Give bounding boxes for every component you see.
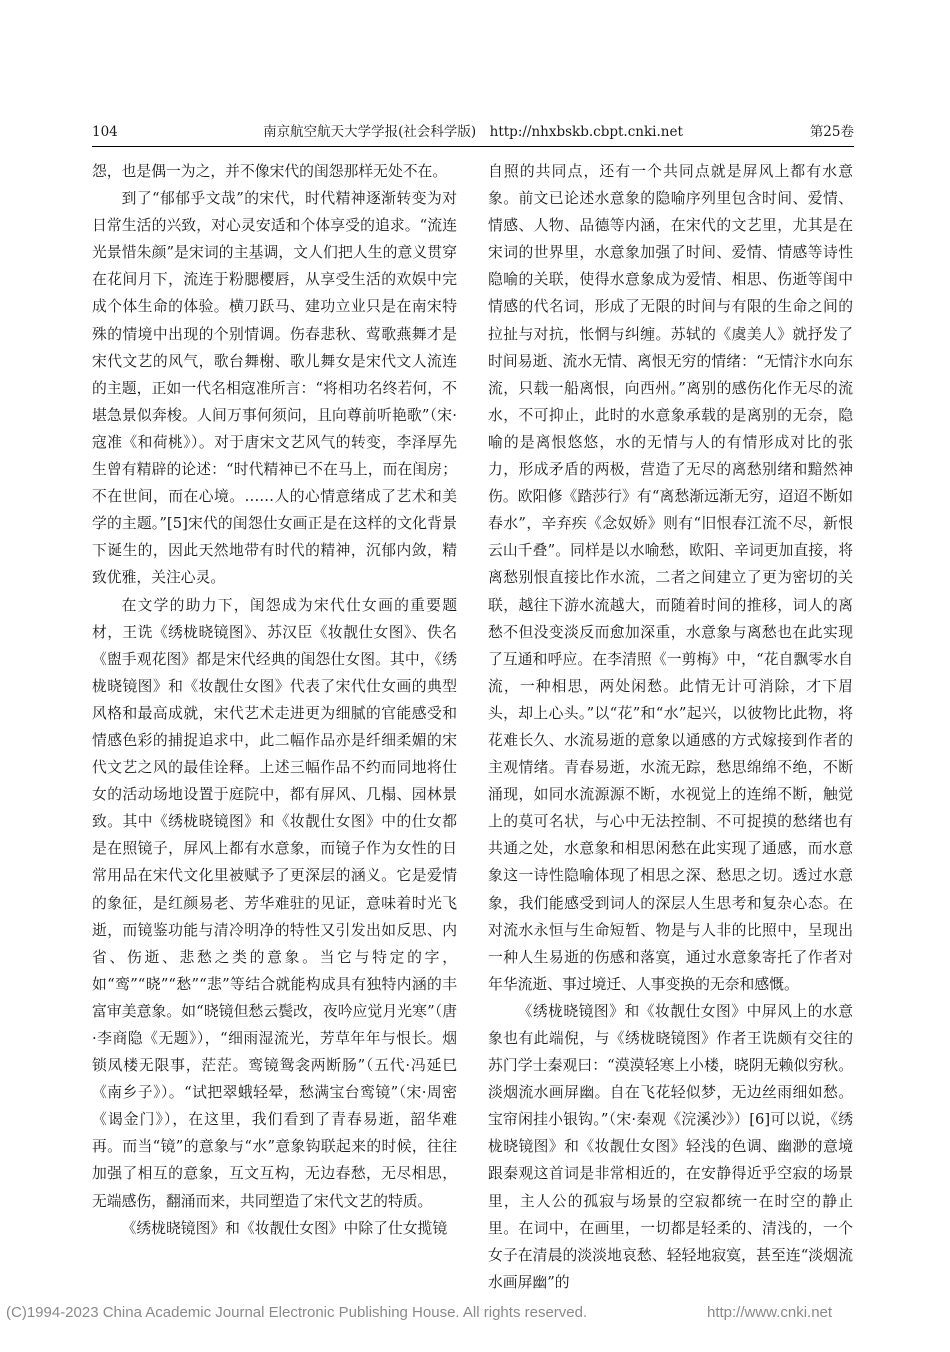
paragraph: 在文学的助力下，闺怨成为宋代仕女画的重要题材，王诜《绣栊晓镜图》、苏汉臣《妆靓仕女图》、佚名《盥手观花图》都是宋代经典的闺怨仕女图。其中，《绣栊晓镜图》和《妆靓仕女图》代表了宋代仕女画的典型风格和最高成就，宋代艺术走进更为细腻的官能感受和情感色彩的捕捉追求中，此二幅作品亦是纤细柔媚的宋代文艺之风的最佳诠释。上述三幅作品不约而同地将仕女的活动场地设置于庭院中，都有屏风、几榻、园林景致。其中《绣栊晓镜图》和《妆靓仕女图》中的仕女都是在照镜子，屏风上都有水意象，而镜子作为女性的日常用品在宋代文化里被赋予了更深层的涵义。它是爱情的象征，是红颜易老、芳华难驻的见证，意味着时光飞逝，而镜鉴功能与清冷明净的特性又引发出如反思、内省、伤逝、悲愁之类的意象。当它与特定的字，如“鸾”“晓”“愁”“悲”等结合就能构成具有独特内涵的丰富审美意象。如“晓镜但愁云鬓改，夜吟应觉月光寒”（唐·李商隐《无题》），“细雨湿流光，芳草年年与恨长。烟锁凤楼无限事，茫茫。鸾镜鸳衾两断肠”（五代·冯延巳《南乡子》）。“试把翠蛾轻晕，愁满宝台鸾镜”（宋·周密《谒金门》），在这里，我们看到了青春易逝，韶华难再。而当“镜”的意象与“水”意象钩联起来的时候，往往加强了相互的意象，互文互构，无边春愁，无尽相思，无端感伤，翻涌而来，共同塑造了宋代文艺的特质。 (92, 596, 457, 1210)
left-column (92, 158, 457, 1242)
journal-title: 南京航空航天大学学报(社会科学版) http://nhxbskb.cbpt.cnki.net (263, 124, 683, 140)
copyright-notice: (C)1994-2023 China Academic Journal Electronic Publishing House. All rights reserved. (6, 1304, 588, 1321)
running-header (92, 120, 854, 144)
header-divider (92, 146, 854, 147)
paragraph: 自照的共同点，还有一个共同点就是屏风上都有水意象。前文已论述水意象的隐喻序列里包含时间、爱情、情感、人物、品德等内涵，在宋代的文艺里，尤其是在宋词的世界里，水意象加强了时间、爱情、情感等诗性隐喻的关联，使得水意象成为爱情、相思、伤逝等闺中情感的代名词，形成了无限的时间与有限的生命之间的拉扯与对抗，怅惘与纠缠。苏轼的《虞美人》就抒发了时间易逝、流水无情、离恨无穷的情绪：“无情汴水向东流，只载一船离恨，向西州。”离别的感伤化作无尽的流水，不可抑止，此时的水意象承载的是离别的无奈，隐喻的是离恨悠悠，水的无情与人的有情形成对比的张力，形成矛盾的两极，营造了无尽的离愁别绪和黯然神伤。欧阳修《踏莎行》有“离愁渐远渐无穷，迢迢不断如春水”，辛弃疾《念奴娇》则有“旧恨春江流不尽，新恨云山千叠”。同样是以水喻愁，欧阳、辛词更加直接，将离愁别恨直接比作水流，二者之间建立了更为密切的关联，越往下游水流越大，而随着时间的推移，词人的离愁不但没变淡反而愈加深重，水意象与离愁也在此实现了互通和呼应。在李清照《一剪梅》中，“花自飘零水自流，一种相思，两处闲愁。此情无计可消除，才下眉头，却上心头。”以“花”和“水”起兴，以彼物比此物，将花难长久、水流易逝的意象以通感的方式嫁接到作者的主观情绪。青春易逝，水流无踪，愁思绵绵不绝，不断涌现，如同水流源源不断，水视觉上的连绵不断，触觉上的莫可名状，与心中无法控制、不可捉摸的愁绪也有共通之处，水意象和相思闲愁在此实现了通感，而水意象这一诗性隐喻体现了相思之深、愁思之切。透过水意象，我们能感受到词人的深层人生思考和复杂心态。在对流水永恒与生命短暂、物是与人非的比照中，呈现出一种人生易逝的伤感和落寞，通过水意象寄托了作者对年华流逝、事过境迁、人事变换的无奈和感慨。 (488, 163, 853, 993)
footer-site-link[interactable]: http://www.cnki.net (707, 1304, 833, 1321)
paragraph: 《绣栊晓镜图》和《妆靓仕女图》中屏风上的水意象也有此端倪，与《绣栊晓镜图》作者王诜颇有交往的苏门学士秦观曰：“漠漠轻寒上小楼，晓阴无赖似穷秋。淡烟流水画屏幽。自在飞花轻似梦，无边丝雨细如愁。宝帘闲挂小银钩。”（宋·秦观《浣溪沙》）[6]可以说，《绣栊晓镜图》和《妆靓仕女图》轻浅的色调、幽渺的意境跟秦观这首词是非常相近的，在安静得近乎空寂的场景里，主人公的孤寂与场景的空寂都统一在时空的静止里。在词中，在画里，一切都是轻柔的、清浅的，一个女子在清晨的淡淡地哀愁、轻轻地寂寞，甚至连“淡烟流水画屏幽”的 (488, 1002, 853, 1291)
paragraph: 到了“郁郁乎文哉”的宋代，时代精神逐渐转变为对日常生活的兴致，对心灵安适和个体享受的追求。“流连光景惜朱颜”是宋词的主基调，文人们把人生的意义贯穿在花间月下，流连于粉腮樱唇，从享受生活的欢娱中完成个体生命的体验。横刀跃马、建功立业只是在南宋特殊的情境中出现的个别情调。伤春悲秋、莺歌燕舞才是宋代文艺的风气，歌台舞榭、歌儿舞女是宋代文人流连的主题，正如一代名相寇准所言：“将相功名终若何，不堪急景似奔梭。人间万事何须问，且向尊前听艳歌”（宋·寇准《和荷桃》）。对于唐宋文艺风气的转变，李泽厚先生曾有精辟的论述：“时代精神已不在马上，而在闺房；不在世间，而在心境。……人的心情意绪成了艺术和美学的主题。”[5]宋代的闺怨仕女画正是在这样的文化背景下诞生的，因此天然地带有时代的精神，沉郁内敛，精致优雅，关注心灵。 (92, 190, 457, 587)
paragraph: 怨，也是偶一为之，并不像宋代的闺怨那样无处不在。 (92, 163, 448, 180)
right-column (488, 158, 853, 1296)
paragraph: 《绣栊晓镜图》和《妆靓仕女图》中除了仕女揽镜 (121, 1219, 448, 1237)
volume-label: 第25卷 (809, 124, 854, 140)
page-number: 104 (92, 124, 118, 140)
